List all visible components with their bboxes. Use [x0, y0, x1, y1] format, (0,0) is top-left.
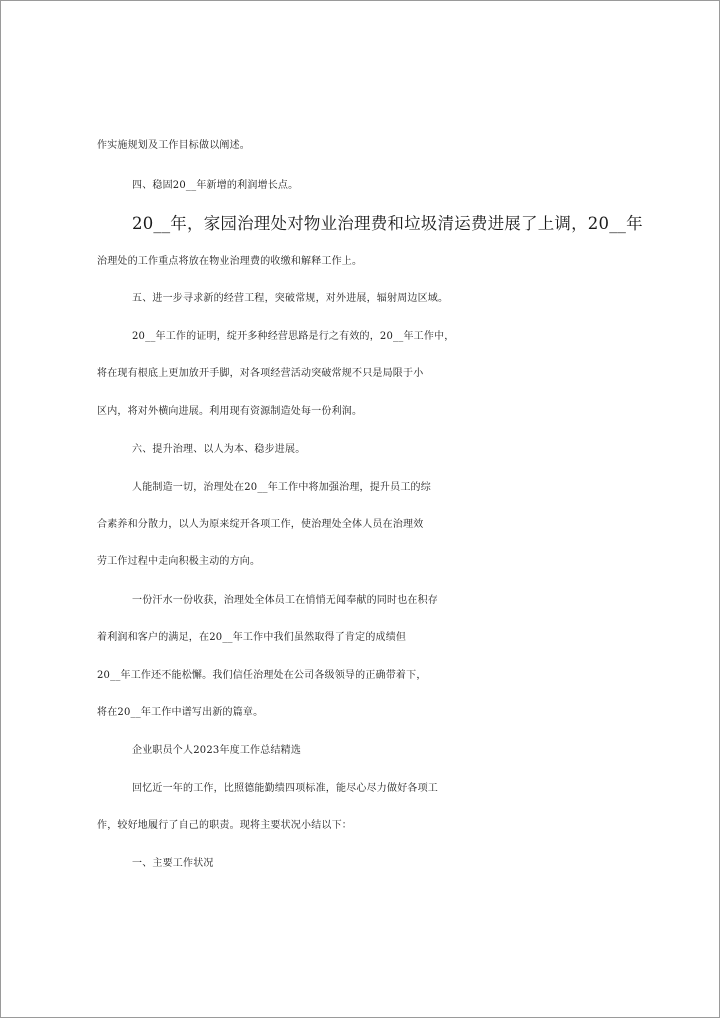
section-heading: 一、主要工作状况 [132, 858, 214, 869]
text-line: 一份汗水一份收获，治理处全体员工在悄悄无闻奉献的同时也在积存 [132, 595, 438, 606]
section-title: 企业职员个人2023年度工作总结精选 [132, 745, 302, 756]
text-line: 合素养和分散力，以人为原来绽开各项工作，使治理处全体人员在治理效 [97, 519, 424, 530]
text-line: 劳工作过程中走向积极主动的方向。 [97, 556, 261, 567]
text-line: 人能制造一切，治理处在20__年工作中将加强治理，提升员工的综 [132, 482, 431, 493]
text-line: 20__年工作的证明，绽开多种经营思路是行之有效的，20__年工作中， [132, 331, 455, 342]
text-line: 20__年工作还不能松懈。我们信任治理处在公司各级领导的正确带着下， [97, 670, 427, 681]
text-line: 治理处的工作重点将放在物业治理费的收缴和解释工作上。 [97, 256, 363, 267]
section-heading: 六、提升治理、以人为本、稳步进展。 [132, 444, 306, 455]
text-line: 着利润和客户的满足，在20__年工作中我们虽然取得了肯定的成绩但 [97, 632, 407, 643]
text-line: 回忆近一年的工作，比照德能勤绩四项标准，能尽心尽力做好各项工 [132, 783, 438, 794]
text-line: 区内，将对外横向进展。利用现有资源制造处每一份利润。 [97, 406, 363, 417]
text-line: 将在20__年工作中谱写出新的篇章。 [97, 707, 264, 718]
text-line: 作，较好地履行了自己的职责。现将主要状况小结以下： [97, 820, 352, 831]
text-line: 作实施规划及工作目标做以阐述。 [97, 140, 250, 151]
section-heading: 四、稳固20__年新增的利润增长点。 [132, 180, 299, 191]
text-line: 将在现有根底上更加放开手脚，对各项经营活动突破常规不只是局限于小 [97, 368, 424, 379]
section-heading: 五、进一步寻求新的经营工程，突破常规，对外进展，辐射周边区域。 [132, 293, 449, 304]
text-line: 20__年，家园治理处对物业治理费和垃圾清运费进展了上调，20__年 [132, 214, 643, 233]
